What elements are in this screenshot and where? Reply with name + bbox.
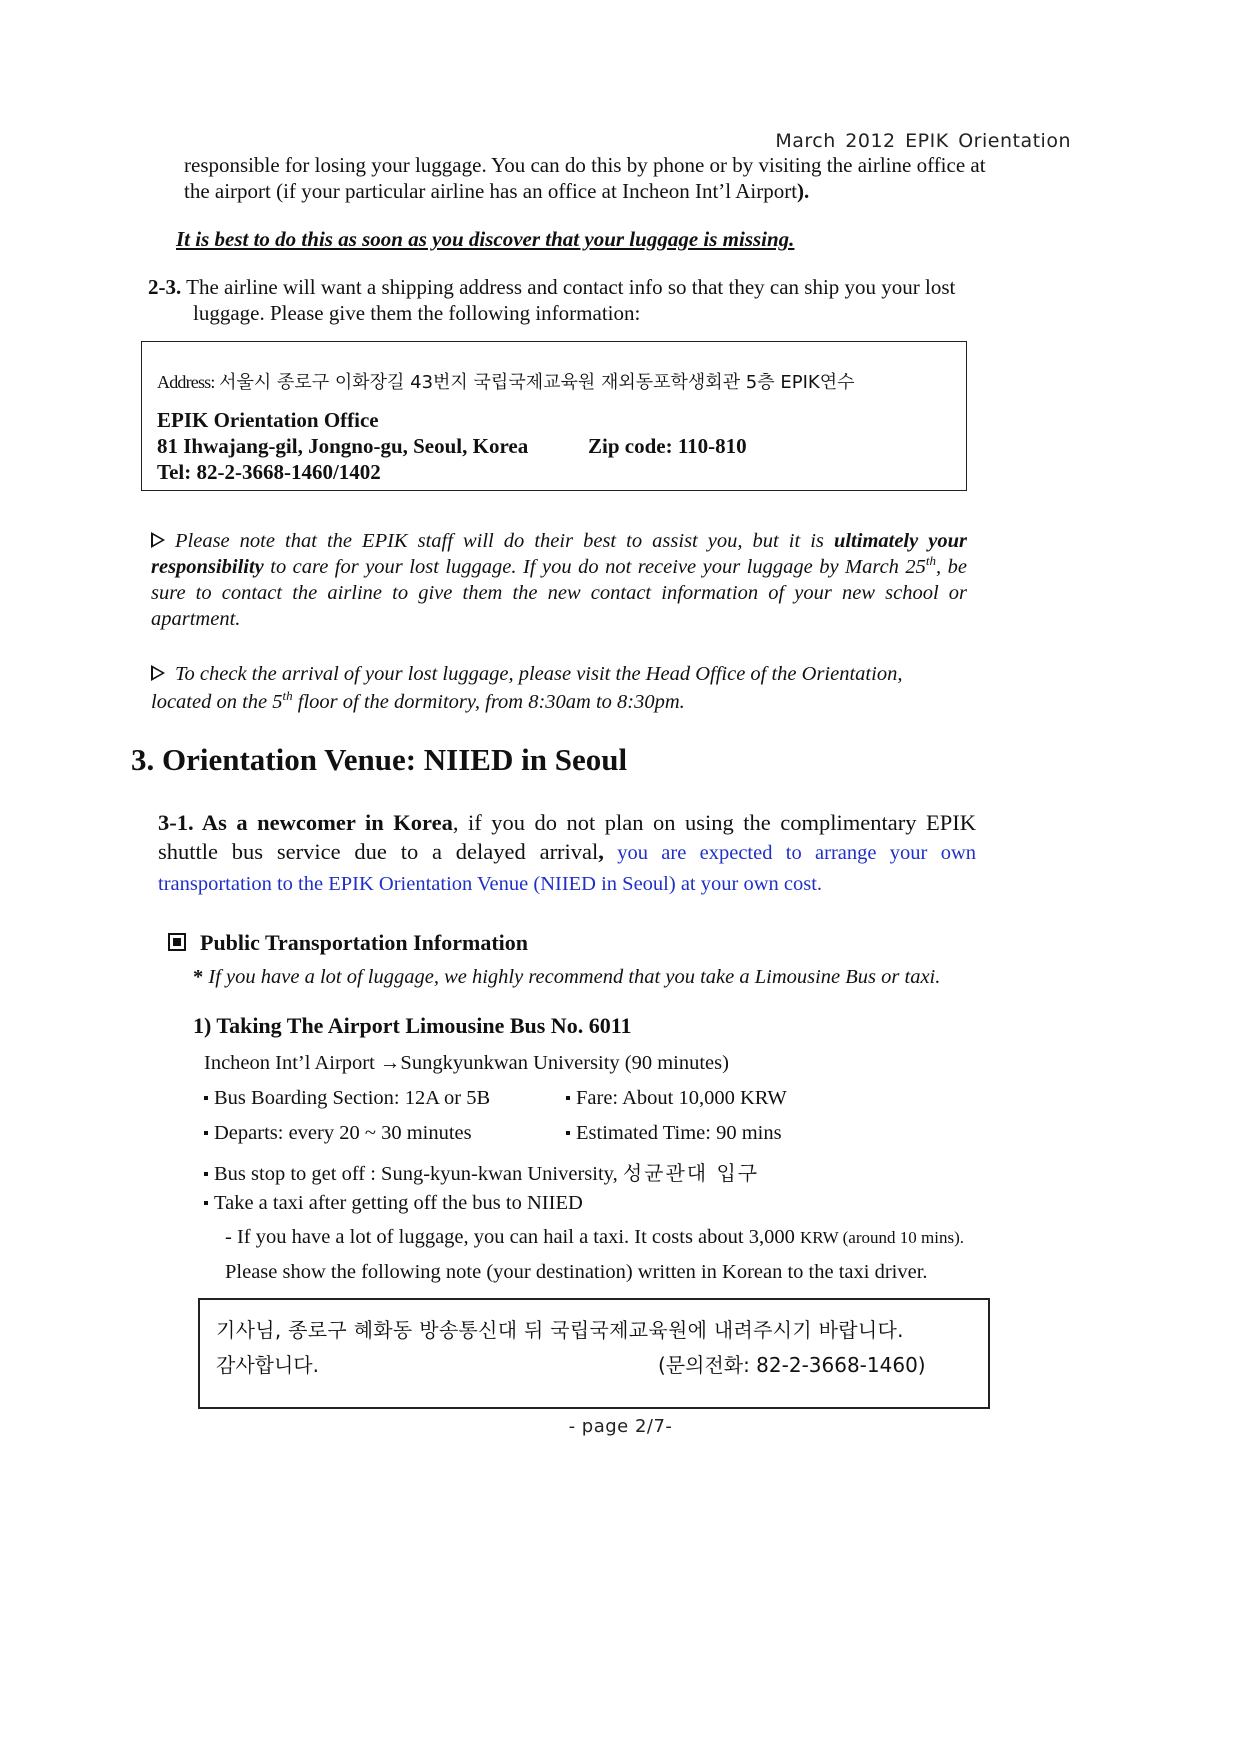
- item-3-1-text-2: shuttle bus service due to a delayed arrival: [158, 839, 599, 864]
- step-2-3-line-2: luggage. Please give them the following information:: [193, 301, 641, 325]
- bus-boarding-section: Bus Boarding Section: 12A or 5B: [214, 1087, 491, 1109]
- note-lost-luggage-responsibility: [151, 528, 967, 632]
- step-2-3-line-1: [148, 274, 978, 300]
- bus-stop-korean: 성균관대 입구: [622, 1161, 760, 1185]
- page-header: March 2012 EPIK Orientation: [775, 130, 1071, 152]
- note1-text-2: to care for your lost luggage. If you do not receive your luggage by March 25: [263, 556, 926, 578]
- intro-line-2-end: ).: [797, 179, 810, 203]
- bus-stop-line: [204, 1157, 759, 1186]
- note1-text-1: Please note that the EPIK staff will do their best to assist you, but it is: [175, 530, 834, 552]
- note1-text-4: sure to contact the airline to give them the new contact information of your new school or: [151, 582, 967, 604]
- bus-fare: Fare: About 10,000 KRW: [576, 1087, 787, 1109]
- taxi-note-small: KRW (around 10 mins).: [799, 1228, 964, 1247]
- taxi-line: [204, 1192, 583, 1215]
- note1-text-3: , be: [936, 556, 967, 578]
- note1-bold-2: responsibility: [151, 556, 264, 578]
- item-3-1-bold: 3-1. As a newcomer in Korea: [158, 810, 453, 835]
- taxi-destination-note-box: [198, 1298, 990, 1409]
- transport-heading-text: Public Transportation Information: [200, 930, 528, 955]
- square-bullet-icon: [168, 933, 186, 951]
- section-3-heading: 3. Orientation Venue: NIIED in Seoul: [131, 742, 628, 777]
- note1-text-5: apartment.: [151, 608, 241, 630]
- note2-text-2b: floor of the dormitory, from 8:30am to 8:30pm.: [292, 691, 685, 713]
- note1-bold-1: ultimately your: [833, 530, 967, 552]
- asterisk-icon: *: [193, 966, 204, 988]
- step-2-3-text-1: The airline will want a shipping address and contact info so that they can ship you your lost: [186, 275, 956, 299]
- bus-stop-text: Bus stop to get off : Sung-kyun-kwan University,: [214, 1163, 623, 1185]
- note2-line-2: [151, 688, 967, 716]
- bullet-icon: [566, 1131, 570, 1135]
- bus-info-row: [566, 1087, 787, 1110]
- intro-line-2-text: the airport (if your particular airline has an office at Incheon Int’l Airport: [184, 179, 798, 203]
- step-2-3: [148, 274, 978, 326]
- step-number: 2-3.: [148, 275, 182, 299]
- intro-line-2: [184, 178, 980, 204]
- office-zip: Zip code: 110-810: [588, 434, 747, 458]
- bullet-icon: [204, 1096, 208, 1100]
- note2-superscript: th: [282, 688, 293, 704]
- bus-route: Incheon Int’l Airport →Sungkyunkwan University (90 minutes): [204, 1052, 729, 1074]
- bus-info-row: [204, 1087, 490, 1110]
- bullet-icon: [566, 1096, 570, 1100]
- item-3-1-text-1: , if you do not plan on using the complimentary EPIK: [452, 810, 977, 835]
- address-label: Address:: [157, 372, 215, 392]
- bullet-icon: [204, 1172, 208, 1176]
- note2-line-1: [151, 660, 967, 688]
- bus-estimated-time: Estimated Time: 90 mins: [576, 1122, 782, 1144]
- taxi-note-1: [225, 1226, 964, 1249]
- note-check-arrival: [151, 660, 967, 716]
- item-3-1-blue-1: you are expected to arrange your own: [603, 842, 976, 864]
- triangle-bullet-icon: [151, 665, 165, 681]
- bus-heading: 1) Taking The Airport Limousine Bus No. 6011: [193, 1013, 632, 1038]
- bus-info-row: [204, 1122, 472, 1145]
- intro-line-1: responsible for losing your luggage. You can do this by phone or by visiting the airline office at: [184, 153, 986, 177]
- item-3-1: [158, 808, 976, 899]
- note1-superscript: th: [925, 553, 937, 569]
- office-tel: Tel: 82-2-3668-1460/1402: [157, 460, 381, 484]
- note2-text-1: To check the arrival of your lost luggage, please visit the Head Office of the Orientation,: [175, 663, 903, 685]
- bus-departs: Departs: every 20 ~ 30 minutes: [214, 1122, 472, 1144]
- transport-heading: [168, 930, 528, 956]
- luggage-recommendation: [193, 966, 940, 989]
- intro-paragraph: [184, 152, 986, 204]
- item-3-1-blue-2: transportation to the EPIK Orientation Venue (NIIED in Seoul) at your own cost.: [158, 873, 823, 895]
- bullet-icon: [204, 1201, 208, 1205]
- office-street: 81 Ihwajang-gil, Jongno-gu, Seoul, Korea: [157, 434, 529, 458]
- bus-info-row: [566, 1122, 782, 1145]
- taxi-note-korean-line-1: 기사님, 종로구 혜화동 방송통신대 뒤 국립국제교육원에 내려주시기 바랍니다.: [216, 1318, 904, 1342]
- taxi-text: Take a taxi after getting off the bus to NIIED: [214, 1192, 583, 1214]
- taxi-note-phone: (문의전화: 82-2-3668-1460): [658, 1353, 926, 1377]
- taxi-note-2: Please show the following note (your destination) written in Korean to the taxi driver.: [225, 1261, 928, 1283]
- page-number: - page 2/7-: [568, 1416, 673, 1437]
- note2-text-2a: located on the 5: [151, 691, 283, 713]
- triangle-bullet-icon: [151, 532, 165, 548]
- item-3-1-comma: ,: [598, 839, 604, 864]
- taxi-note-korean-thanks: 감사합니다.: [216, 1353, 319, 1377]
- taxi-note-text: - If you have a lot of luggage, you can hail a taxi. It costs about 3,000: [225, 1226, 800, 1248]
- recommendation-text: If you have a lot of luggage, we highly recommend that you take a Limousine Bus or taxi.: [203, 966, 941, 988]
- address-line: [157, 368, 854, 394]
- emphasis-note: It is best to do this as soon as you discover that your luggage is missing.: [176, 227, 795, 251]
- office-name: EPIK Orientation Office: [157, 408, 379, 432]
- address-korean: 서울시 종로구 이화장길 43번지 국립국제교육원 재외동포학생회관 5층 EPIK연수: [219, 372, 855, 393]
- address-box: [141, 341, 967, 491]
- bullet-icon: [204, 1131, 208, 1135]
